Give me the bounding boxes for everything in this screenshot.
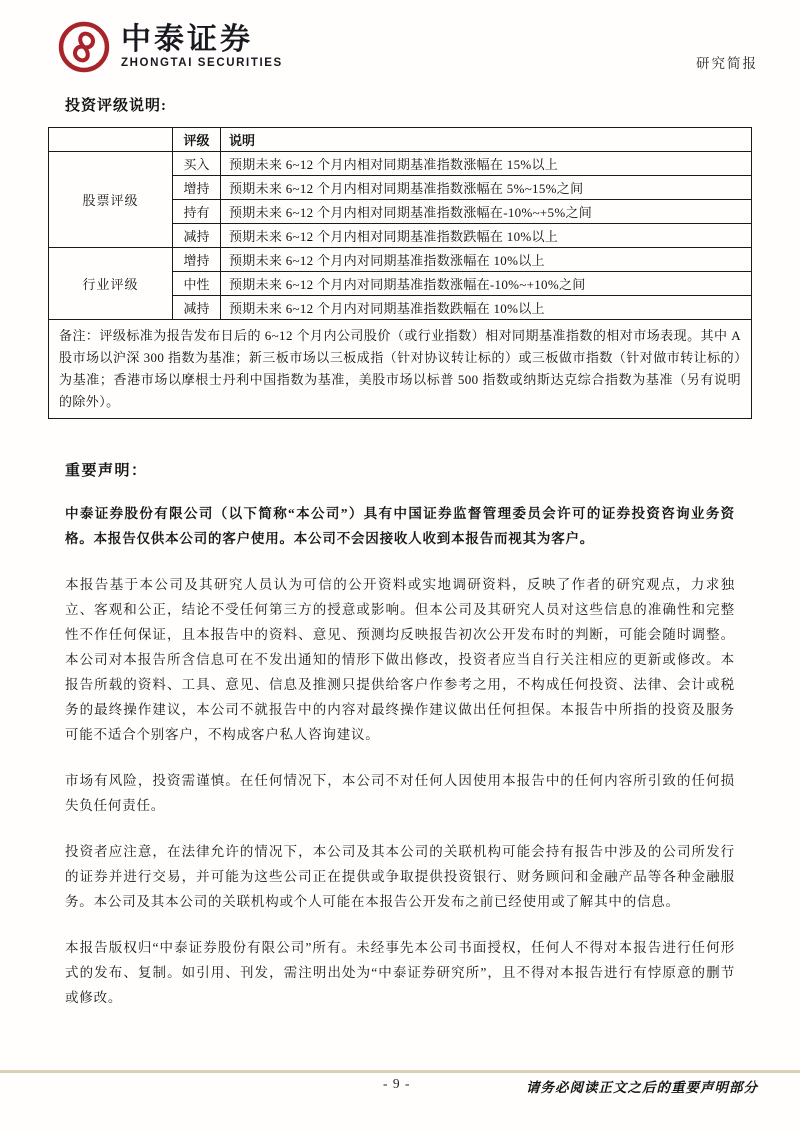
rating-cell: 增持: [173, 176, 221, 200]
table-note-row: [49, 320, 752, 419]
zhongtai-logo-icon: [57, 20, 111, 74]
table-header-row: [49, 128, 752, 152]
desc-cell: 预期未来 6~12 个月内相对同期基准指数涨幅在 15%以上: [221, 152, 752, 176]
logo-name-en: ZHONGTAI SECURITIES: [121, 57, 283, 69]
company-logo: [57, 20, 283, 74]
logo-name-cn: 中泰证券: [121, 23, 253, 56]
rating-cell: 增持: [173, 248, 221, 272]
desc-cell: 预期未来 6~12 个月内相对同期基准指数涨幅在 5%~15%之间: [221, 176, 752, 200]
page-footer: [0, 1070, 800, 1100]
header-cell-empty: [49, 128, 173, 152]
table-row: [49, 248, 752, 272]
statement-paragraph: 本报告版权归“中泰证券股份有限公司”所有。未经事先本公司书面授权，任何人不得对本报告进行任何形式的发布、复制。如引用、刊发，需注明出处为“中泰证券研究所”，且不得对本报告进行有悖原意的删节或修改。: [65, 940, 735, 1005]
page-number: - 9 -: [382, 1075, 411, 1091]
desc-cell: 预期未来 6~12 个月内对同期基准指数跌幅在 10%以上: [221, 296, 752, 320]
document-type-label: 研究简报: [696, 56, 758, 71]
statement-paragraph: 市场有风险，投资需谨慎。在任何情况下，本公司不对任何人因使用本报告中的任何内容所引致的任何损失负任何责任。: [65, 773, 735, 813]
desc-cell: 预期未来 6~12 个月内相对同期基准指数涨幅在-10%~+5%之间: [221, 200, 752, 224]
page-header: [0, 0, 800, 74]
rating-section-title: 投资评级说明:: [65, 98, 167, 114]
group-cell-stock: 股票评级: [49, 152, 173, 248]
footer-divider: [0, 1070, 800, 1073]
statement-paragraph: 本报告基于本公司及其研究人员认为可信的公开资料或实地调研资料，反映了作者的研究观点，力求独立、客观和公正，结论不受任何第三方的授意或影响。但本公司及其研究人员对这些信息的准确性和完整性不作任何保证，且本报告中的资料、意见、预测均反映报告初次公开发布时的判断，可能会随时调整。本公司对本报告所含信息可在不发出通知的情形下做出修改，投资者应当自行关注相应的更新或修改。本报告所载的资料、工具、意见、信息及推测只提供给客户作参考之用，不构成任何投资、法律、会计或税务的最终操作建议，本公司不就报告中的内容对最终操作建议做出任何担保。本报告中所指的投资及服务可能不适合个别客户，不构成客户私人咨询建议。: [65, 577, 735, 742]
statement-paragraph: 中泰证券股份有限公司（以下简称“本公司”）具有中国证券监督管理委员会许可的证券投资咨询业务资格。本报告仅供本公司的客户使用。本公司不会因接收人收到本报告而视其为客户。: [65, 506, 735, 546]
header-cell-rating: 评级: [173, 128, 221, 152]
statement-title: 重要声明：: [65, 463, 148, 479]
footer-notice: 请务必阅读正文之后的重要声明部分: [526, 1079, 758, 1095]
header-cell-desc: 说明: [221, 128, 752, 152]
statement-paragraph: 投资者应注意，在法律允许的情况下，本公司及其本公司的关联机构可能会持有报告中涉及的公司所发行的证券并进行交易，并可能为这些公司正在提供或争取提供投资银行、财务顾问和金融产品等各种金融服务。本公司及其本公司的关联机构或个人可能在本报告公开发布之前已经使用或了解其中的信息。: [65, 844, 735, 909]
desc-cell: 预期未来 6~12 个月内对同期基准指数涨幅在-10%~+10%之间: [221, 272, 752, 296]
group-cell-industry: 行业评级: [49, 248, 173, 320]
footer-row: [0, 1076, 800, 1100]
rating-table: [48, 127, 752, 419]
logo-text: [121, 24, 283, 70]
rating-cell: 减持: [173, 296, 221, 320]
rating-cell: 减持: [173, 224, 221, 248]
table-row: [49, 152, 752, 176]
rating-cell: 中性: [173, 272, 221, 296]
rating-note: 备注：评级标准为报告发布日后的 6~12 个月内公司股价（或行业指数）相对同期基准指数的相对市场表现。其中 A 股市场以沪深 300 指数为基准；新三板市场以三板成指（针对协议转让标的）或三板做市指数（针对做市转让标的）为基准；香港市场以摩根士丹利中国指数为基准，美股市场以标普 500 指数或纳斯达克综合指数为基准（另有说明的除外）。: [49, 320, 752, 419]
desc-cell: 预期未来 6~12 个月内对同期基准指数涨幅在 10%以上: [221, 248, 752, 272]
rating-cell: 买入: [173, 152, 221, 176]
rating-cell: 持有: [173, 200, 221, 224]
desc-cell: 预期未来 6~12 个月内相对同期基准指数跌幅在 10%以上: [221, 224, 752, 248]
